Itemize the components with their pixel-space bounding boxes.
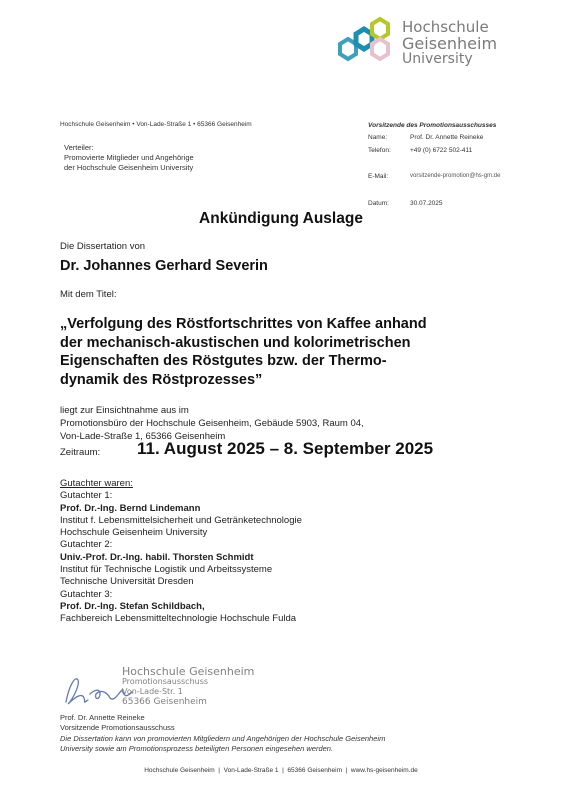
contact-email-value[interactable]: vorsitzende-promotion@hs-gm.de xyxy=(410,173,501,179)
disclaimer-line-1: Die Dissertation kann von promovierten Mitgliedern und Angehörigen der Hochschule Geisenheim xyxy=(60,734,386,743)
page-footer: Hochschule Geisenheim | Von-Lade-Straße 1 | 65366 Geisenheim | www.hs-geisenheim.de xyxy=(144,767,418,774)
location-block xyxy=(60,404,364,443)
signature-name: Prof. Dr. Annette Reineke xyxy=(60,713,145,722)
contact-email-label: E-Mail: xyxy=(368,173,389,180)
recipient-line-3: der Hochschule Geisenheim University xyxy=(64,163,194,172)
disclaimer-line-2: University sowie am Promotionsprozess beteiligten Personen eingesehen werden. xyxy=(60,744,334,753)
contact-phone-value: +49 (0) 6722 502-411 xyxy=(410,147,473,154)
contact-heading: Vorsitzende des Promotionsausschusses xyxy=(368,122,497,129)
with-title-label: Mit dem Titel: xyxy=(60,289,117,300)
stamp-line-3: Von-Lade-Str. 1 xyxy=(122,687,183,696)
location-line-2: Promotionsbüro der Hochschule Geisenheim, Gebäude 5903, Raum 04, xyxy=(60,418,364,429)
thesis-title-line-3: Eigenschaften des Röstgutes bzw. der Thermo- xyxy=(60,353,387,369)
stamp-line-2: Promotionsausschuss xyxy=(122,677,209,686)
thesis-title xyxy=(60,315,427,389)
thesis-title-line-4: dynamik des Röstprozesses” xyxy=(60,371,263,388)
intro-text: Die Dissertation von xyxy=(60,241,146,252)
disclaimer xyxy=(60,734,385,754)
contact-phone-label: Telefon: xyxy=(368,147,391,154)
logo-line-2: Geisenheim xyxy=(402,34,498,53)
signature-role: Vorsitzende Promotionsausschuss xyxy=(60,723,175,732)
university-logo xyxy=(336,14,526,70)
contact-date-value: 30.07.2025 xyxy=(410,200,443,207)
contact-name-value: Prof. Dr. Annette Reineke xyxy=(410,134,484,141)
official-stamp xyxy=(122,666,254,707)
thesis-title-line-1: „Verfolgung des Röstfortschrittes von Kaffee anhand xyxy=(60,316,427,332)
reviewer-2-affiliation-2: Technische Universität Dresden xyxy=(60,576,194,588)
reviewer-1-affiliation-2: Hochschule Geisenheim University xyxy=(60,527,208,539)
contact-date-label: Datum: xyxy=(368,200,389,207)
logo-line-3: University xyxy=(402,51,473,67)
location-line-3: Von-Lade-Straße 1, 65366 Geisenheim xyxy=(60,431,226,442)
reviewers-block xyxy=(60,478,302,626)
reviewer-3-label: Gutachter 3: xyxy=(60,588,113,600)
thesis-title-line-2: der mechanisch-akustischen und kolorimetrischen xyxy=(60,334,411,351)
reviewers-heading: Gutachter waren: xyxy=(60,478,133,489)
location-line-1: liegt zur Einsichtnahme aus im xyxy=(60,405,189,416)
stamp-line-4: 65366 Geisenheim xyxy=(122,697,207,707)
logo-line-1: Hochschule xyxy=(402,18,489,36)
reviewer-2-name: Univ.-Prof. Dr.-Ing. habil. Thorsten Schmidt xyxy=(60,551,254,563)
recipient-block xyxy=(64,143,194,173)
recipient-line-2: Promovierte Mitglieder und Angehörige xyxy=(64,153,194,162)
reviewer-1-affiliation-1: Institut f. Lebensmittelsicherheit und Getränketechnologie xyxy=(60,514,302,526)
document-title: Ankündigung Auslage xyxy=(199,210,363,227)
reviewer-3-name: Prof. Dr.-Ing. Stefan Schildbach, xyxy=(60,600,205,612)
period-value: 11. August 2025 – 8. September 2025 xyxy=(137,439,434,458)
recipient-line-1: Verteiler: xyxy=(64,143,94,152)
stamp-line-1: Hochschule Geisenheim xyxy=(122,665,255,678)
author-name: Dr. Johannes Gerhard Severin xyxy=(60,258,268,274)
reviewer-1-name: Prof. Dr.-Ing. Bernd Lindemann xyxy=(60,502,201,514)
period-label: Zeitraum: xyxy=(60,447,101,458)
reviewer-2-label: Gutachter 2: xyxy=(60,539,113,551)
logo-mark-icon xyxy=(336,14,400,70)
reviewer-2-affiliation-1: Institut für Technische Logistik und Arbeitssysteme xyxy=(60,564,273,576)
reviewer-1-label: Gutachter 1: xyxy=(60,490,113,502)
contact-name-label: Name: xyxy=(368,134,388,141)
sender-line: Hochschule Geisenheim • Von-Lade-Straße 1 • 65366 Geisenheim xyxy=(60,121,252,128)
handwritten-signature xyxy=(60,672,140,712)
reviewer-3-affiliation-1: Fachbereich Lebensmitteltechnologie Hochschule Fulda xyxy=(60,613,297,625)
